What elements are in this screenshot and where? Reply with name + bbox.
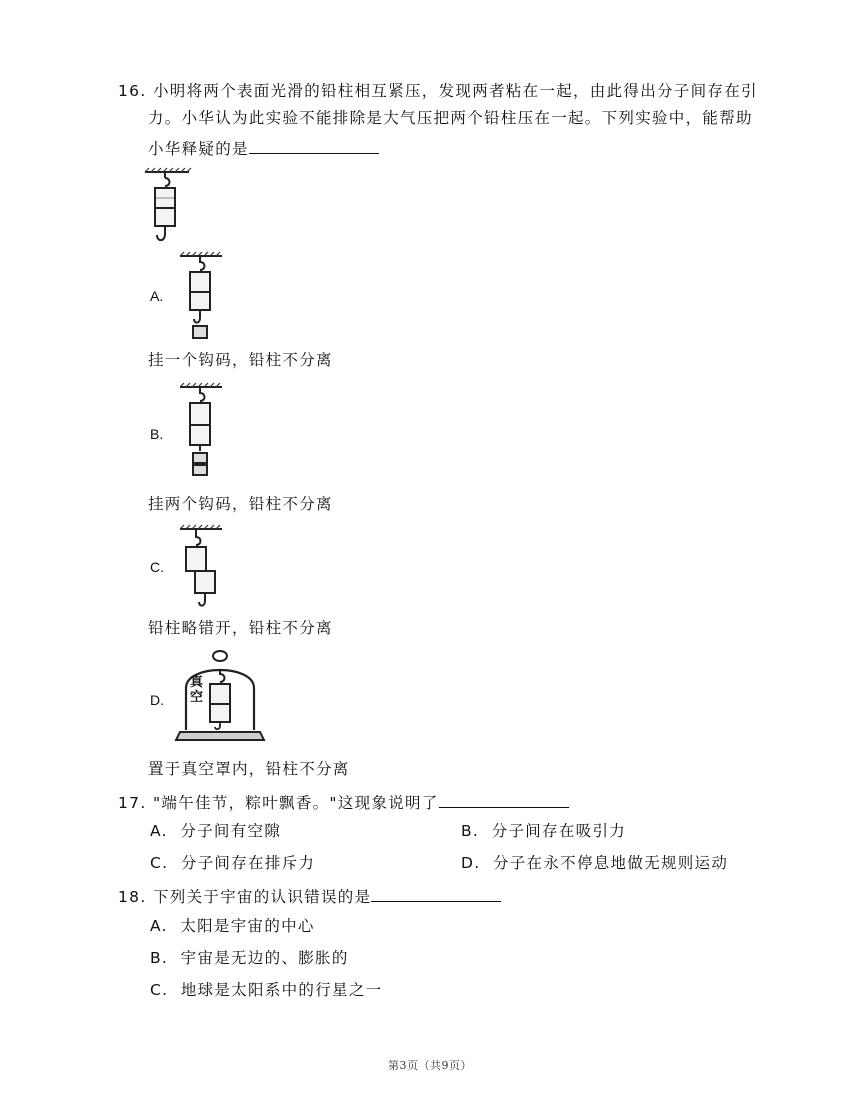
choice-b[interactable] <box>150 947 349 969</box>
option-c-figure <box>178 525 238 610</box>
option-label[interactable]: B. <box>150 426 164 442</box>
choice-label: A. <box>150 917 168 935</box>
lead-cylinders-figure <box>143 168 193 248</box>
choice-text: 地球是太阳系中的行星之一 <box>180 981 383 999</box>
choice-label: C. <box>150 854 169 872</box>
question-text: 下列关于宇宙的认识错误的是 <box>153 888 372 906</box>
choice-a[interactable] <box>150 915 315 937</box>
question-number: 18. <box>118 888 147 906</box>
choice-text: 分子间存在排斥力 <box>180 854 316 872</box>
choice-text: 分子在永不停息地做无规则运动 <box>492 854 729 872</box>
choice-label: B. <box>150 949 169 967</box>
page-footer: 第3页（共9页） <box>388 1059 472 1072</box>
question-text-line <box>148 138 379 160</box>
option-label[interactable]: D. <box>150 692 164 708</box>
option-label[interactable]: C. <box>150 559 164 575</box>
question-text: "端午佳节，粽叶飘香。"这现象说明了 <box>153 794 439 812</box>
option-caption: 挂一个钩码，铅柱不分离 <box>148 351 333 369</box>
choice-d[interactable] <box>461 852 728 874</box>
choice-text: 分子间有空隙 <box>180 822 282 840</box>
option-caption: 置于真空罩内，铅柱不分离 <box>148 760 350 778</box>
question-text-line: 力。小华认为此实验不能排除是大气压把两个铅柱压在一起。下列实验中，能帮助 <box>148 109 753 127</box>
choice-c[interactable] <box>150 979 382 1001</box>
choice-b[interactable] <box>461 820 626 842</box>
choice-label: A. <box>150 822 168 840</box>
choice-text: 分子间存在吸引力 <box>491 822 627 840</box>
choice-label: C. <box>150 981 169 999</box>
answer-blank[interactable] <box>249 139 379 154</box>
question-stem <box>153 792 569 814</box>
option-caption: 铅柱略错开，铅柱不分离 <box>148 619 333 637</box>
option-a-figure <box>178 252 228 342</box>
question-number: 16. <box>118 82 147 100</box>
option-caption: 挂两个钩码，铅柱不分离 <box>148 495 333 513</box>
option-b-figure <box>178 383 228 478</box>
answer-blank[interactable] <box>439 793 569 808</box>
choice-text: 宇宙是无边的、膨胀的 <box>180 949 349 967</box>
question-stem <box>153 886 501 908</box>
question-text: 小华释疑的是 <box>148 140 249 158</box>
option-label[interactable]: A. <box>150 288 164 304</box>
choice-label: D. <box>461 854 481 872</box>
answer-blank[interactable] <box>371 887 501 902</box>
choice-text: 太阳是宇宙的中心 <box>180 917 315 935</box>
choice-label: B. <box>461 822 480 840</box>
question-number: 17. <box>118 794 147 812</box>
question-text-line: 小明将两个表面光滑的铅柱相互紧压，发现两者粘在一起，由此得出分子间存在引 <box>153 82 758 100</box>
choice-c[interactable] <box>150 852 315 874</box>
choice-a[interactable] <box>150 820 281 842</box>
vacuum-label: 真空 <box>190 675 204 705</box>
